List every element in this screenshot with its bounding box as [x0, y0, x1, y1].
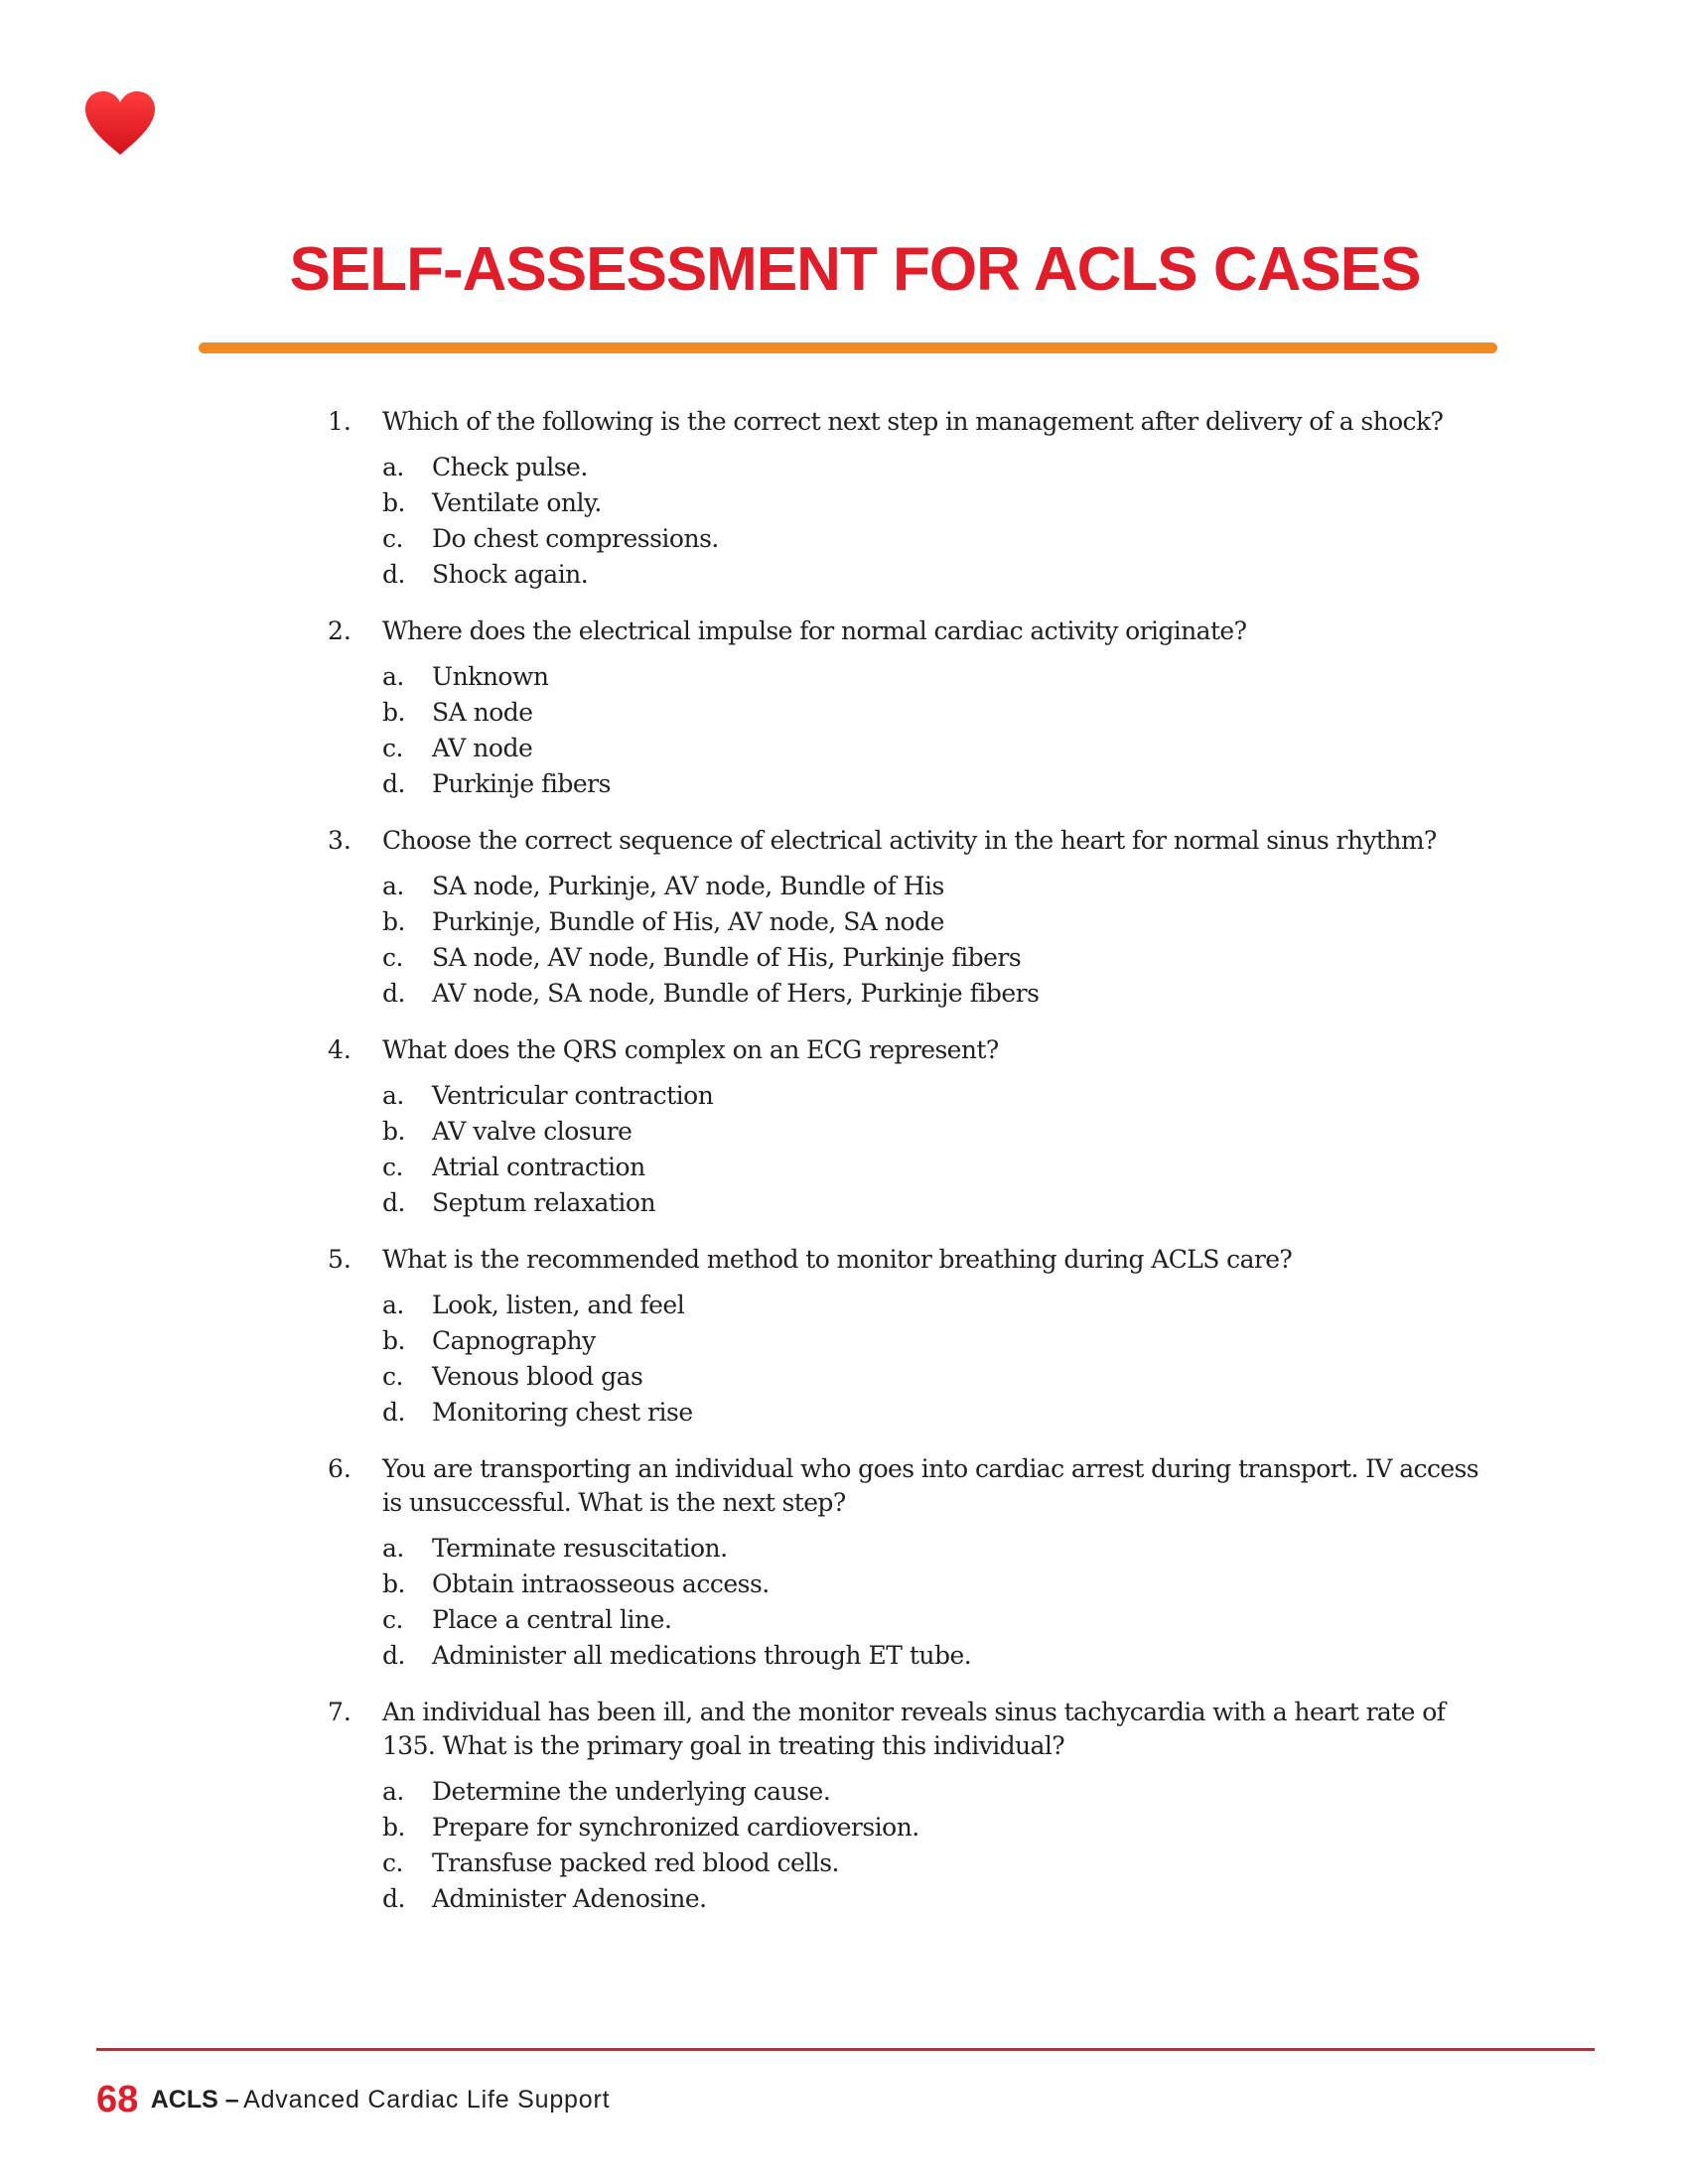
option-b	[382, 904, 1499, 940]
option-text: Capnography	[432, 1326, 596, 1355]
option-letter: d.	[382, 979, 405, 1008]
option-b	[382, 485, 1499, 521]
option-a	[382, 1531, 1499, 1567]
option-c	[382, 1359, 1499, 1395]
option-letter: d.	[382, 1188, 405, 1217]
option-letter: d.	[382, 1641, 405, 1670]
option-d	[382, 1881, 1499, 1917]
option-text: Purkinje fibers	[432, 769, 611, 798]
footer-subtitle: Advanced Cardiac Life Support	[243, 2086, 611, 2114]
question-6	[328, 1452, 1499, 1674]
option-letter: a.	[382, 1081, 404, 1110]
option-text: Prepare for synchronized cardioversion.	[432, 1813, 919, 1842]
option-a	[382, 1774, 1499, 1810]
option-d	[382, 557, 1499, 593]
option-letter: c.	[382, 734, 403, 762]
page-footer	[96, 2079, 610, 2121]
option-text: Look, listen, and feel	[432, 1291, 685, 1319]
answer-options	[382, 869, 1499, 1012]
option-c	[382, 940, 1499, 976]
option-letter: d.	[382, 1884, 405, 1913]
option-text: Atrial contraction	[432, 1153, 645, 1181]
page-number: 68	[96, 2079, 139, 2120]
question-5	[328, 1243, 1499, 1431]
question-7	[328, 1696, 1499, 1917]
option-text: Determine the underlying cause.	[432, 1777, 831, 1806]
option-c	[382, 521, 1499, 557]
question-text: An individual has been ill, and the monitor reveals sinus tachycardia with a heart rate of 135. What is the primary goal in treating this individual?	[382, 1698, 1446, 1760]
option-letter: b.	[382, 1813, 405, 1842]
option-text: Terminate resuscitation.	[432, 1534, 728, 1563]
option-letter: b.	[382, 907, 405, 936]
footer-divider	[96, 2048, 1595, 2051]
option-letter: a.	[382, 662, 404, 691]
option-letter: a.	[382, 1777, 404, 1806]
answer-options	[382, 1774, 1499, 1917]
option-letter: a.	[382, 453, 404, 481]
option-text: AV node, SA node, Bundle of Hers, Purkinje fibers	[432, 979, 1040, 1008]
option-letter: c.	[382, 943, 403, 972]
option-text: Unknown	[432, 662, 549, 691]
page-title: SELF-ASSESSMENT FOR ACLS CASES	[289, 235, 1421, 304]
option-text: Shock again.	[432, 560, 589, 589]
option-b	[382, 1567, 1499, 1602]
question-4	[328, 1033, 1499, 1221]
option-c	[382, 1845, 1499, 1881]
option-text: Ventricular contraction	[432, 1081, 714, 1110]
question-text: Choose the correct sequence of electrical activity in the heart for normal sinus rhythm?	[382, 826, 1437, 855]
question-number: 6.	[328, 1454, 352, 1483]
option-letter: b.	[382, 1326, 405, 1355]
footer-acls-label: ACLS –	[150, 2086, 239, 2114]
question-text: Where does the electrical impulse for normal cardiac activity originate?	[382, 616, 1247, 645]
option-text: Monitoring chest rise	[432, 1398, 693, 1427]
question-number: 2.	[328, 616, 352, 645]
option-text: Administer all medications through ET tube.	[432, 1641, 972, 1670]
option-letter: d.	[382, 560, 405, 589]
option-text: Check pulse.	[432, 453, 588, 481]
question-text: Which of the following is the correct next step in management after delivery of a shock?	[382, 407, 1444, 436]
option-b	[382, 1114, 1499, 1150]
option-letter: a.	[382, 872, 404, 900]
option-letter: b.	[382, 1117, 405, 1146]
option-c	[382, 1150, 1499, 1185]
option-letter: a.	[382, 1534, 404, 1563]
question-number: 1.	[328, 407, 352, 436]
option-a	[382, 659, 1499, 695]
question-number: 5.	[328, 1245, 352, 1274]
question-text: What does the QRS complex on an ECG represent?	[382, 1035, 999, 1064]
option-b	[382, 695, 1499, 731]
option-d	[382, 1185, 1499, 1221]
question-text: What is the recommended method to monitor breathing during ACLS care?	[382, 1245, 1293, 1274]
answer-options	[382, 1078, 1499, 1221]
option-a	[382, 1288, 1499, 1323]
option-text: AV node	[432, 734, 533, 762]
question-1	[328, 405, 1499, 593]
answer-options	[382, 1531, 1499, 1674]
option-letter: c.	[382, 1153, 403, 1181]
option-a	[382, 869, 1499, 904]
question-number: 4.	[328, 1035, 352, 1064]
option-text: Purkinje, Bundle of His, AV node, SA node	[432, 907, 944, 936]
option-text: Septum relaxation	[432, 1188, 656, 1217]
answer-options	[382, 450, 1499, 593]
option-letter: b.	[382, 698, 405, 727]
option-letter: c.	[382, 1605, 403, 1634]
option-letter: c.	[382, 1362, 403, 1391]
question-2	[328, 614, 1499, 802]
option-letter: d.	[382, 769, 405, 798]
question-number: 7.	[328, 1698, 352, 1726]
option-d	[382, 1638, 1499, 1674]
answer-options	[382, 1288, 1499, 1431]
option-d	[382, 1395, 1499, 1431]
option-text: Do chest compressions.	[432, 524, 719, 553]
option-text: Administer Adenosine.	[432, 1884, 707, 1913]
question-list	[328, 405, 1499, 1939]
option-text: SA node	[432, 698, 533, 727]
answer-options	[382, 659, 1499, 802]
option-text: Obtain intraosseous access.	[432, 1570, 770, 1598]
option-text: AV valve closure	[432, 1117, 633, 1146]
option-letter: c.	[382, 524, 403, 553]
option-c	[382, 1602, 1499, 1638]
option-letter: b.	[382, 488, 405, 517]
option-b	[382, 1323, 1499, 1359]
option-letter: a.	[382, 1291, 404, 1319]
title-divider	[199, 342, 1497, 353]
option-letter: c.	[382, 1848, 403, 1877]
option-text: Transfuse packed red blood cells.	[432, 1848, 840, 1877]
option-letter: b.	[382, 1570, 405, 1598]
option-text: SA node, Purkinje, AV node, Bundle of His	[432, 872, 944, 900]
question-3	[328, 824, 1499, 1012]
option-text: Place a central line.	[432, 1605, 672, 1634]
option-b	[382, 1810, 1499, 1845]
option-text: Ventilate only.	[432, 488, 602, 517]
option-c	[382, 731, 1499, 766]
option-d	[382, 766, 1499, 802]
question-text: You are transporting an individual who goes into cardiac arrest during transport. IV access is unsuccessful. What is the next step?	[382, 1454, 1478, 1517]
option-text: SA node, AV node, Bundle of His, Purkinje fibers	[432, 943, 1022, 972]
option-d	[382, 976, 1499, 1012]
option-a	[382, 450, 1499, 485]
option-text: Venous blood gas	[432, 1362, 643, 1391]
question-number: 3.	[328, 826, 352, 855]
option-a	[382, 1078, 1499, 1114]
heart-icon	[83, 89, 157, 157]
option-letter: d.	[382, 1398, 405, 1427]
